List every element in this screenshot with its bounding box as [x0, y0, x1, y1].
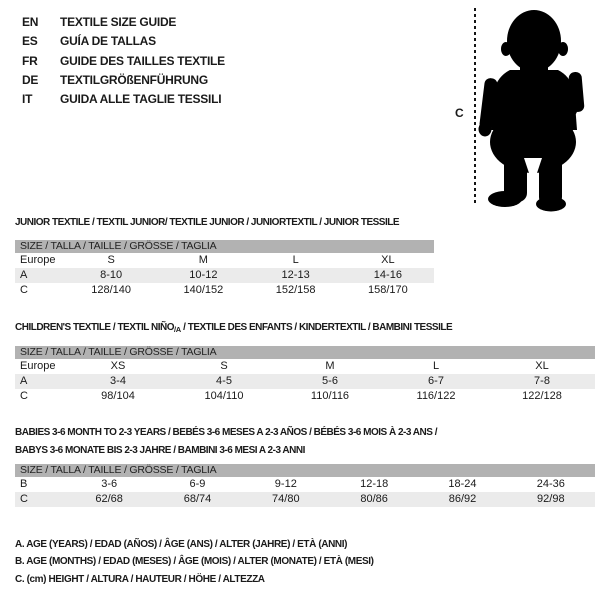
lang-code: EN — [22, 15, 39, 29]
lang-row-de — [22, 71, 225, 90]
lang-label: GUIDA ALLE TAGLIE TESSILI — [60, 92, 222, 107]
table-cell: M — [325, 360, 335, 372]
table-row — [15, 389, 595, 404]
row-label: A — [15, 268, 65, 283]
lang-row-en — [22, 13, 225, 32]
table-cell: 10-12 — [157, 268, 249, 283]
table-row — [15, 268, 434, 283]
table-cell: 116/122 — [416, 390, 456, 402]
lang-code: DE — [22, 72, 39, 87]
lang-label: GUIDE DES TAILLES TEXTILE — [60, 53, 225, 68]
row-label: A — [15, 374, 65, 389]
table-cell: XL — [381, 254, 395, 266]
table-cell: 8-10 — [65, 268, 157, 283]
table-cell: L — [432, 360, 440, 372]
table-cell: S — [220, 360, 228, 372]
row-label: C — [15, 492, 65, 507]
table-header-row — [15, 464, 595, 477]
table-cell: M — [198, 254, 208, 266]
footnote-b: B. AGE (MONTHS) / EDAD (MESES) / ÂGE (MOIS) / ALTER (MONATE) / ETÀ (MESI) — [15, 556, 374, 568]
table-cell: L — [292, 254, 299, 266]
lang-row-fr — [22, 52, 225, 71]
table-cell: 12-18 — [360, 478, 389, 490]
lang-label: TEXTILGRÖßENFÜHRUNG — [60, 72, 208, 87]
footnote-c: C. (cm) HEIGHT / ALTURA / HAUTEUR / HÖHE / ALTEZZA — [15, 573, 265, 585]
footnotes — [15, 536, 374, 588]
table-cell: 92/98 — [507, 492, 595, 507]
table-row — [15, 374, 595, 389]
row-label: Europe — [20, 254, 56, 266]
row-label: C — [20, 390, 28, 402]
table-header-row — [15, 346, 595, 359]
height-measure-line — [474, 8, 476, 206]
table-cell: S — [107, 254, 115, 266]
table-cell: 68/74 — [153, 492, 241, 507]
table-row — [15, 359, 595, 374]
table-row — [15, 477, 595, 492]
toddler-silhouette-icon — [478, 8, 592, 213]
lang-code: IT — [22, 92, 33, 107]
table-cell: 3-6 — [101, 478, 118, 490]
lang-code: FR — [22, 53, 38, 68]
table-cell: XS — [110, 360, 126, 372]
table-cell: 6-7 — [383, 374, 489, 389]
footnote-a: A. AGE (YEARS) / EDAD (AÑOS) / ÂGE (ANS) / ALTER (JAHRE) / ETÀ (ANNI) — [15, 539, 348, 550]
language-guide-header — [22, 13, 225, 109]
table-cell: 128/140 — [91, 284, 131, 296]
table-header-row — [15, 240, 434, 253]
title-subscript: /A — [173, 325, 181, 334]
table-cell: 140/152 — [183, 284, 224, 296]
row-label: B — [20, 478, 28, 490]
table-cell: 6-9 — [189, 478, 206, 490]
table-cell: 86/92 — [418, 492, 506, 507]
table-cell: 4-5 — [171, 374, 277, 389]
table-cell: 3-4 — [65, 374, 171, 389]
row-label: Europe — [20, 360, 56, 372]
table-cell: 110/116 — [310, 390, 350, 402]
size-header-cell: SIZE / TALLA / TAILLE / GRÖSSE / TAGLIA — [15, 346, 595, 359]
table-cell: 158/170 — [367, 284, 408, 296]
title-text: / TEXTILE DES ENFANTS / KINDERTEXTIL / BAMBINI TESSILE — [180, 322, 453, 333]
table-cell: 80/86 — [330, 492, 418, 507]
table-cell: 24-36 — [536, 478, 565, 490]
lang-label: GUÍA DE TALLAS — [60, 34, 156, 49]
table-cell: 7-8 — [489, 374, 595, 389]
children-size-table — [15, 346, 595, 404]
junior-size-table — [15, 240, 434, 298]
size-header-cell: SIZE / TALLA / TAILLE / GRÖSSE / TAGLIA — [15, 240, 434, 253]
lang-row-it — [22, 90, 225, 109]
table-row — [15, 283, 434, 298]
title-text: CHILDREN'S TEXTILE / TEXTIL NIÑO — [15, 322, 174, 333]
title-line-1: BABIES 3-6 MONTH TO 2-3 YEARS / BEBÉS 3-6 MESES A 2-3 AÑOS / BÉBÉS 3-6 MOIS À 2-3 ANS / — [15, 427, 437, 438]
table-cell: 98/104 — [101, 390, 135, 402]
table-cell: 12-13 — [250, 268, 342, 283]
row-label: C — [20, 284, 28, 296]
table-cell: 62/68 — [65, 492, 153, 507]
size-header-cell: SIZE / TALLA / TAILLE / GRÖSSE / TAGLIA — [15, 464, 595, 477]
height-measure-label: C — [455, 106, 464, 120]
table-cell: 104/110 — [204, 390, 244, 402]
babies-size-table — [15, 464, 595, 507]
babies-table-title — [15, 424, 437, 460]
table-row — [15, 253, 434, 268]
title-line-2: BABYS 3-6 MONATE BIS 2-3 JAHRE / BAMBINI 3-6 MESI A 2-3 ANNI — [15, 445, 305, 456]
table-cell: 14-16 — [342, 268, 434, 283]
table-row — [15, 492, 595, 507]
table-cell: 152/158 — [275, 284, 316, 296]
table-cell: 5-6 — [277, 374, 383, 389]
table-cell: 18-24 — [448, 478, 477, 490]
junior-table-title: JUNIOR TEXTILE / TEXTIL JUNIOR/ TEXTILE JUNIOR / JUNIORTEXTIL / JUNIOR TESSILE — [15, 217, 400, 228]
lang-code: ES — [22, 34, 38, 49]
lang-label: TEXTILE SIZE GUIDE — [60, 15, 177, 29]
table-cell: XL — [535, 360, 549, 372]
table-cell: 122/128 — [522, 390, 562, 402]
table-cell: 74/80 — [242, 492, 330, 507]
table-cell: 9-12 — [274, 478, 297, 490]
children-table-title — [15, 322, 452, 336]
lang-row-es — [22, 32, 225, 51]
